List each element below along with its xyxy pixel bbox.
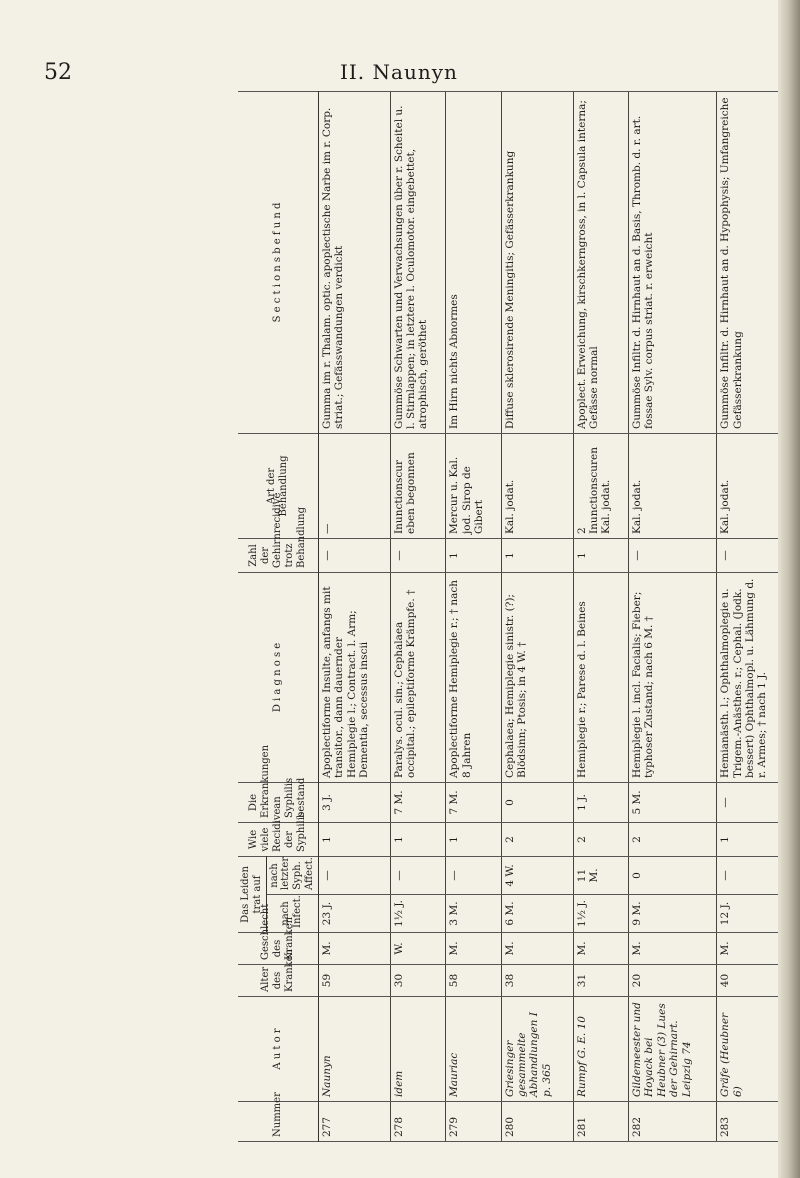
cell-recidive: 1 — [318, 822, 390, 856]
table-row — [629, 91, 717, 1141]
cell-nummer: 279 — [446, 1102, 502, 1142]
header-nummer: Nummer — [238, 1102, 318, 1142]
cell-nach-letzter: — — [390, 856, 446, 894]
cell-autor: Naunyn — [318, 997, 390, 1102]
cell-nach-infect: 23 J. — [318, 895, 390, 933]
table-row — [501, 91, 573, 1141]
cell-recidive: 1 — [446, 822, 502, 856]
header-sectionsbefund: S e c t i o n s b e f u n d — [238, 91, 318, 433]
cell-geschlecht: M. — [501, 933, 573, 965]
page-number: 52 — [44, 60, 72, 85]
header-nach-letzter: nach letzter Syph. Affect. — [266, 856, 318, 894]
cell-behandlung: Kal. jodat. — [501, 433, 573, 538]
header-recidive: Wie viele Recidive der Syphilis — [238, 822, 318, 856]
cell-nach-infect: 1½ J. — [573, 895, 629, 933]
cell-nummer: 283 — [717, 1102, 788, 1142]
header-row — [238, 91, 266, 1141]
cell-nummer: 282 — [629, 1102, 717, 1142]
cell-recidive: 2 — [629, 822, 717, 856]
cell-dauer: 5 M. — [629, 782, 717, 822]
cell-dauer: 0 — [501, 782, 573, 822]
cell-autor: idem — [390, 997, 446, 1102]
cell-alter: 58 — [446, 965, 502, 997]
header-behandlung: Art der Behandlung — [238, 433, 318, 538]
cell-gehirnrecidive: — — [629, 538, 717, 572]
cell-nach-infect: 6 M. — [501, 895, 573, 933]
header-alter: Alter des Kranken — [238, 965, 318, 997]
cell-dauer: 1 J. — [573, 782, 629, 822]
cell-autor: Griesinger gesammelte Abhandlungen I p. 365 — [501, 997, 573, 1102]
cell-nach-letzter: — — [446, 856, 502, 894]
cell-recidive: 1 — [390, 822, 446, 856]
header-gehirnrecidive: Zahl der Gehirnrecidive trotz Behandlung — [238, 538, 318, 572]
table-body — [318, 91, 788, 1141]
cell-recidive: 1 — [717, 822, 788, 856]
cell-geschlecht: M. — [446, 933, 502, 965]
cell-nach-infect: 9 M. — [629, 895, 717, 933]
cell-alter: 59 — [318, 965, 390, 997]
cell-dauer: 7 M. — [446, 782, 502, 822]
running-head: II. Naunyn — [340, 60, 458, 84]
cell-nach-infect: 1½ J. — [390, 895, 446, 933]
cell-autor: Gräfe (Heubner 6) — [717, 997, 788, 1102]
cell-alter: 20 — [629, 965, 717, 997]
cell-sectionsbefund: Diffuse sklerosirende Meningitis; Gefässerkrankung — [501, 91, 573, 433]
cell-alter: 30 — [390, 965, 446, 997]
cell-sectionsbefund: Gumma im r. Thalam. optic. apoplectische Narbe im r. Corp. striat.; Gefässwandungen verdickt — [318, 91, 390, 433]
header-nach-infect: nach Infect. — [266, 895, 318, 933]
cell-behandlung: Kal. jodat. — [629, 433, 717, 538]
cell-behandlung: 2 Inunctionscuren Kal. jodat. — [573, 433, 629, 538]
cell-geschlecht: M. — [318, 933, 390, 965]
cell-geschlecht: M. — [573, 933, 629, 965]
cell-recidive: 2 — [573, 822, 629, 856]
cell-sectionsbefund: Im Hirn nichts Abnormes — [446, 91, 502, 433]
header-diagnose: D i a g n o s e — [238, 572, 318, 782]
table-row — [318, 91, 390, 1141]
table-container — [238, 92, 788, 1142]
cell-sectionsbefund: Gummöse Infiltr. d. Hirnhaut an d. Hypophysis; Umfangreiche Gefässerkrankung — [717, 91, 788, 433]
cell-nach-letzter: 11 M. — [573, 856, 629, 894]
cell-dauer: — — [717, 782, 788, 822]
cell-behandlung: Mercur u. Kal. jod. Sirop de Gibert — [446, 433, 502, 538]
cell-nach-letzter: 0 — [629, 856, 717, 894]
cell-nummer: 280 — [501, 1102, 573, 1142]
cell-behandlung: Kal. jodat. — [717, 433, 788, 538]
cell-nach-infect: 3 M. — [446, 895, 502, 933]
cell-gehirnrecidive: 1 — [501, 538, 573, 572]
header-dauer: Die Erkrankungen an Syphilis bestand — [238, 782, 318, 822]
table-row — [390, 91, 446, 1141]
cell-gehirnrecidive: — — [318, 538, 390, 572]
cell-diagnose: Cephalaea; Hemiplegie sinistr. (?); Blödsinn; Ptosis; in 4 W. † — [501, 572, 573, 782]
cell-recidive: 2 — [501, 822, 573, 856]
cell-diagnose: Paralys. ocul. sin.; Cephalaea occipital.; epileptiforme Krämpfe. † — [390, 572, 446, 782]
cell-nummer: 278 — [390, 1102, 446, 1142]
cell-dauer: 3 J. — [318, 782, 390, 822]
cell-diagnose: Apoplectiforme Hemiplegie r.; † nach 8 Jahren — [446, 572, 502, 782]
cell-autor: Mauriac — [446, 997, 502, 1102]
cell-gehirnrecidive: 1 — [573, 538, 629, 572]
cell-behandlung: — — [318, 433, 390, 538]
cell-autor: Rumpf G. E. 10 — [573, 997, 629, 1102]
cell-geschlecht: W. — [390, 933, 446, 965]
cell-alter: 31 — [573, 965, 629, 997]
case-table — [238, 91, 788, 1142]
cell-behandlung: Inunctionscur eben begonnen — [390, 433, 446, 538]
cell-geschlecht: M. — [629, 933, 717, 965]
cell-diagnose: Hemiplegie r.; Parese d. l. Beines — [573, 572, 629, 782]
cell-autor: Gildemeester und Hoyack bei Heubner (3) Lues der Gehirnart. Leipzig 74 — [629, 997, 717, 1102]
table-row — [573, 91, 629, 1141]
cell-nach-letzter: — — [717, 856, 788, 894]
cell-diagnose: Hemianästh. l.; Ophthalmoplegie u. Trigem.-Anästhes. r.; Cephal. (Jodk. bessert) Ophthalmopl. u. Lähmung d. r. Armes; † nach 1 J. — [717, 572, 788, 782]
cell-dauer: 7 M. — [390, 782, 446, 822]
cell-sectionsbefund: Gummöse Schwarten und Verwachsungen über r. Scheitel u. l. Stirnlappen; in letztere l. Oculomotor. eingebettet, atrophisch, geröthet — [390, 91, 446, 433]
cell-gehirnrecidive: — — [390, 538, 446, 572]
header-leiden-group: Das Leiden trat auf — [238, 856, 266, 932]
binding-edge — [778, 0, 800, 1178]
header-geschlecht: Geschlecht des Kranken — [238, 933, 318, 965]
cell-diagnose: Hemiplegie l. incl. Facialis; Fieber; typhoser Zustand; nach 6 M. † — [629, 572, 717, 782]
cell-gehirnrecidive: 1 — [446, 538, 502, 572]
cell-alter: 38 — [501, 965, 573, 997]
cell-nach-letzter: — — [318, 856, 390, 894]
cell-nach-letzter: 4 W. — [501, 856, 573, 894]
cell-sectionsbefund: Apoplect. Erweichung, kirschkerngross, in l. Capsula interna; Gefässe normal — [573, 91, 629, 433]
cell-geschlecht: M. — [717, 933, 788, 965]
cell-sectionsbefund: Gummöse Infiltr. d. Hirnhaut an d. Basis, Thromb. d. r. art. fossae Sylv. corpus striat. r. erweicht — [629, 91, 717, 433]
cell-nach-infect: 12 J. — [717, 895, 788, 933]
cell-diagnose: Apoplectiforme Insulte, anfangs mit transitor., dann dauernder Hemiplegie l.; Contract. l. Arm; Dementia, secessus inscii — [318, 572, 390, 782]
cell-gehirnrecidive: — — [717, 538, 788, 572]
cell-nummer: 281 — [573, 1102, 629, 1142]
cell-alter: 40 — [717, 965, 788, 997]
header-autor: A u t o r — [238, 997, 318, 1102]
cell-nummer: 277 — [318, 1102, 390, 1142]
table-row — [446, 91, 502, 1141]
rotated-table — [238, 92, 788, 1142]
